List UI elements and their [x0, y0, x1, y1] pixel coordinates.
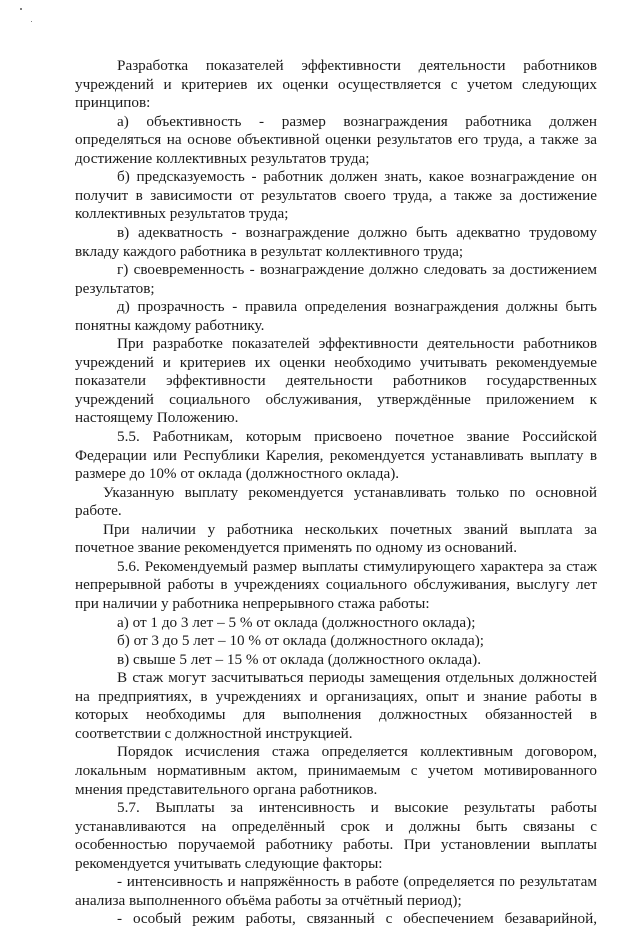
scan-speck — [20, 8, 22, 10]
text-line: рекомендуется учитывать следующие факторы: — [75, 854, 383, 872]
text-line: учреждений и критериев их оценки необходимо учитывать рекомендуемые — [75, 353, 597, 371]
text-line: а) объективность - размер вознаграждения работника должен — [117, 112, 597, 130]
text-line: 5.6. Рекомендуемый размер выплаты стимулирующего характера за стаж — [117, 557, 597, 575]
text-line: непрерывной работы в учреждениях социального обслуживания, выслугу лет — [75, 576, 597, 594]
text-line: определяться на основе объективной оценки результатов его труда, а также за — [75, 131, 597, 149]
text-line: а) от 1 до 3 лет – 5 % от оклада (должностного оклада); — [117, 613, 476, 631]
text-line: особенностью поручаемой работнику работы. При установлении выплаты — [75, 836, 597, 854]
text-line: вкладу каждого работника в результат коллективного труда; — [75, 242, 464, 260]
text-line: показатели эффективности деятельности работников государственных — [75, 372, 597, 390]
text-line: работе. — [75, 502, 122, 520]
text-line: Порядок исчисления стажа определяется коллективным договором, — [117, 743, 597, 761]
text-line: соответствии с должностной инструкцией. — [75, 724, 353, 742]
text-line: - особый режим работы, связанный с обеспечением безаварийной, — [117, 910, 597, 928]
text-line: принципов: — [75, 94, 151, 112]
text-line: б) от 3 до 5 лет – 10 % от оклада (должностного оклада); — [117, 632, 484, 650]
text-line: - интенсивность и напряжённость в работе (определяется по результатам — [117, 873, 597, 891]
text-line: Указанную выплату рекомендуется устанавливать только по основной — [103, 483, 597, 501]
text-line: размере до 10% от оклада (должностного оклада). — [75, 465, 400, 483]
text-line: мнения представительного органа работников. — [75, 780, 378, 798]
text-line: учреждений социального обслуживания, утверждённые приложением к — [75, 390, 597, 408]
text-line: г) своевременность - вознаграждение должно следовать за достижением — [117, 261, 597, 279]
text-line: получит в зависимости от результатов своего труда, а также за достижение — [75, 186, 597, 204]
text-line: д) прозрачность - правила определения вознаграждения должны быть — [117, 298, 597, 316]
text-line: При разработке показателей эффективности деятельности работников — [117, 335, 597, 353]
text-line: достижение коллективных результатов труда; — [75, 149, 370, 167]
text-line: учреждений и критериев их оценки осуществляется с учетом следующих — [75, 75, 597, 93]
text-line: на предприятиях, в учреждениях и организациях, опыт и знание работы в — [75, 687, 597, 705]
scan-speck — [31, 21, 32, 22]
text-line: В стаж могут засчитываться периоды замещения отдельных должностей — [117, 669, 597, 687]
text-line: почетное звание рекомендуется применять по одному из оснований. — [75, 539, 517, 557]
text-line: в) свыше 5 лет – 15 % от оклада (должностного оклада). — [117, 650, 482, 668]
text-line: анализа выполненного объёма работы за отчётный период); — [75, 891, 462, 909]
text-line: результатов; — [75, 279, 155, 297]
text-line: Федерации или Республики Карелия, рекомендуется устанавливать выплату в — [75, 446, 597, 464]
text-line: при наличии у работника непрерывного стажа работы: — [75, 595, 430, 612]
text-line: 5.7. Выплаты за интенсивность и высокие результаты работы — [117, 799, 597, 816]
text-line: локальным нормативным актом, принимаемым с учетом мотивированного — [75, 761, 597, 779]
text-line: в) адекватность - вознаграждение должно быть адекватно трудовому — [117, 224, 597, 241]
text-line: которых необходимы для выполнения должностных обязанностей в — [75, 706, 597, 724]
text-line: Разработка показателей эффективности деятельности работников — [117, 57, 597, 74]
text-line: коллективных результатов труда; — [75, 205, 289, 223]
text-line: понятны каждому работнику. — [75, 316, 265, 334]
text-line: 5.5. Работникам, которым присвоено почетное звание Российской — [117, 428, 597, 445]
text-line: При наличии у работника нескольких почетных званий выплата за — [103, 520, 597, 538]
text-line: б) предсказуемость - работник должен знать, какое вознаграждение он — [117, 168, 597, 186]
text-line: устанавливаются на определённый срок и должны быть связаны с — [75, 817, 597, 835]
text-line: настоящему Положению. — [75, 409, 239, 427]
